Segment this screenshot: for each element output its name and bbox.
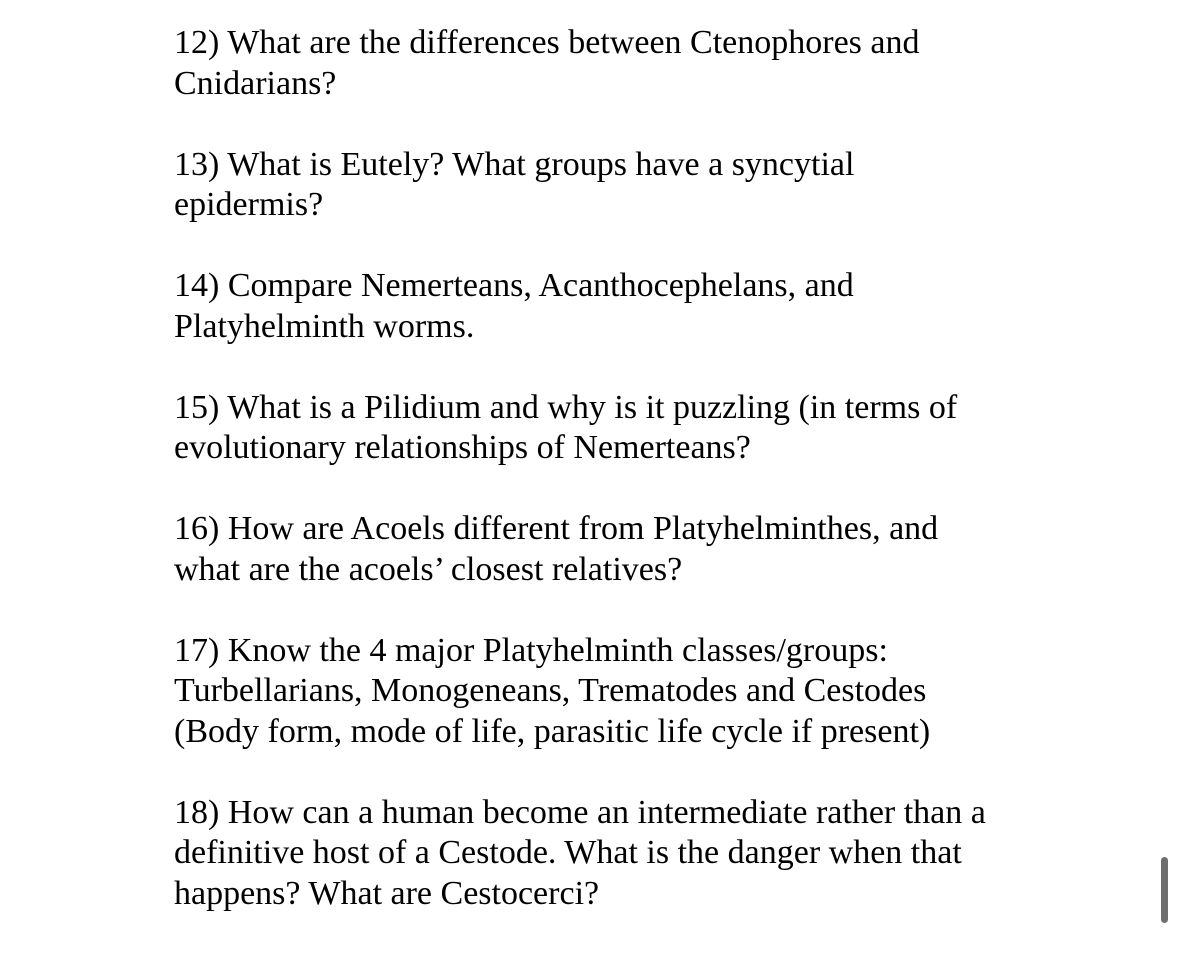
question-17-line-2: Turbellarians, Monogeneans, Trematodes and Cestodes: [174, 672, 927, 709]
question-16: [174, 509, 1054, 590]
question-17-line-1: 17) Know the 4 major Platyhelminth classes/groups:: [174, 631, 888, 669]
question-13: [174, 145, 1054, 226]
question-15-line-1: 15) What is a Pilidium and why is it puzzling (in terms of: [174, 388, 958, 426]
question-18-line-3: happens? What are Cestocerci?: [174, 874, 600, 912]
question-16-line-1: 16) How are Acoels different from Platyhelminthes, and: [174, 510, 939, 547]
question-17: [174, 631, 1054, 753]
question-15: [174, 388, 1054, 469]
question-15-line-2: evolutionary relationships of Nemerteans?: [174, 429, 751, 466]
question-14: [174, 266, 1054, 347]
question-list: [174, 23, 1054, 955]
vertical-scrollbar-thumb[interactable]: [1161, 857, 1168, 923]
question-18: [174, 793, 1054, 915]
question-12-line-1: 12) What are the differences between Ctenophores and: [174, 24, 920, 61]
question-12-line-2: Cnidarians?: [174, 64, 337, 102]
question-13-line-2: epidermis?: [174, 186, 324, 223]
question-18-line-1: 18) How can a human become an intermediate rather than a: [174, 793, 986, 831]
question-13-line-1: 13) What is Eutely? What groups have a syncytial: [174, 145, 855, 183]
question-14-line-1: 14) Compare Nemerteans, Acanthocephelans, and: [174, 267, 854, 304]
question-17-line-3: (Body form, mode of life, parasitic life cycle if present): [174, 712, 931, 750]
question-12: [174, 23, 1054, 104]
question-18-line-2: definitive host of a Cestode. What is the danger when that: [174, 834, 962, 871]
question-16-line-2: what are the acoels’ closest relatives?: [174, 550, 683, 588]
question-14-line-2: Platyhelminth worms.: [174, 307, 475, 345]
